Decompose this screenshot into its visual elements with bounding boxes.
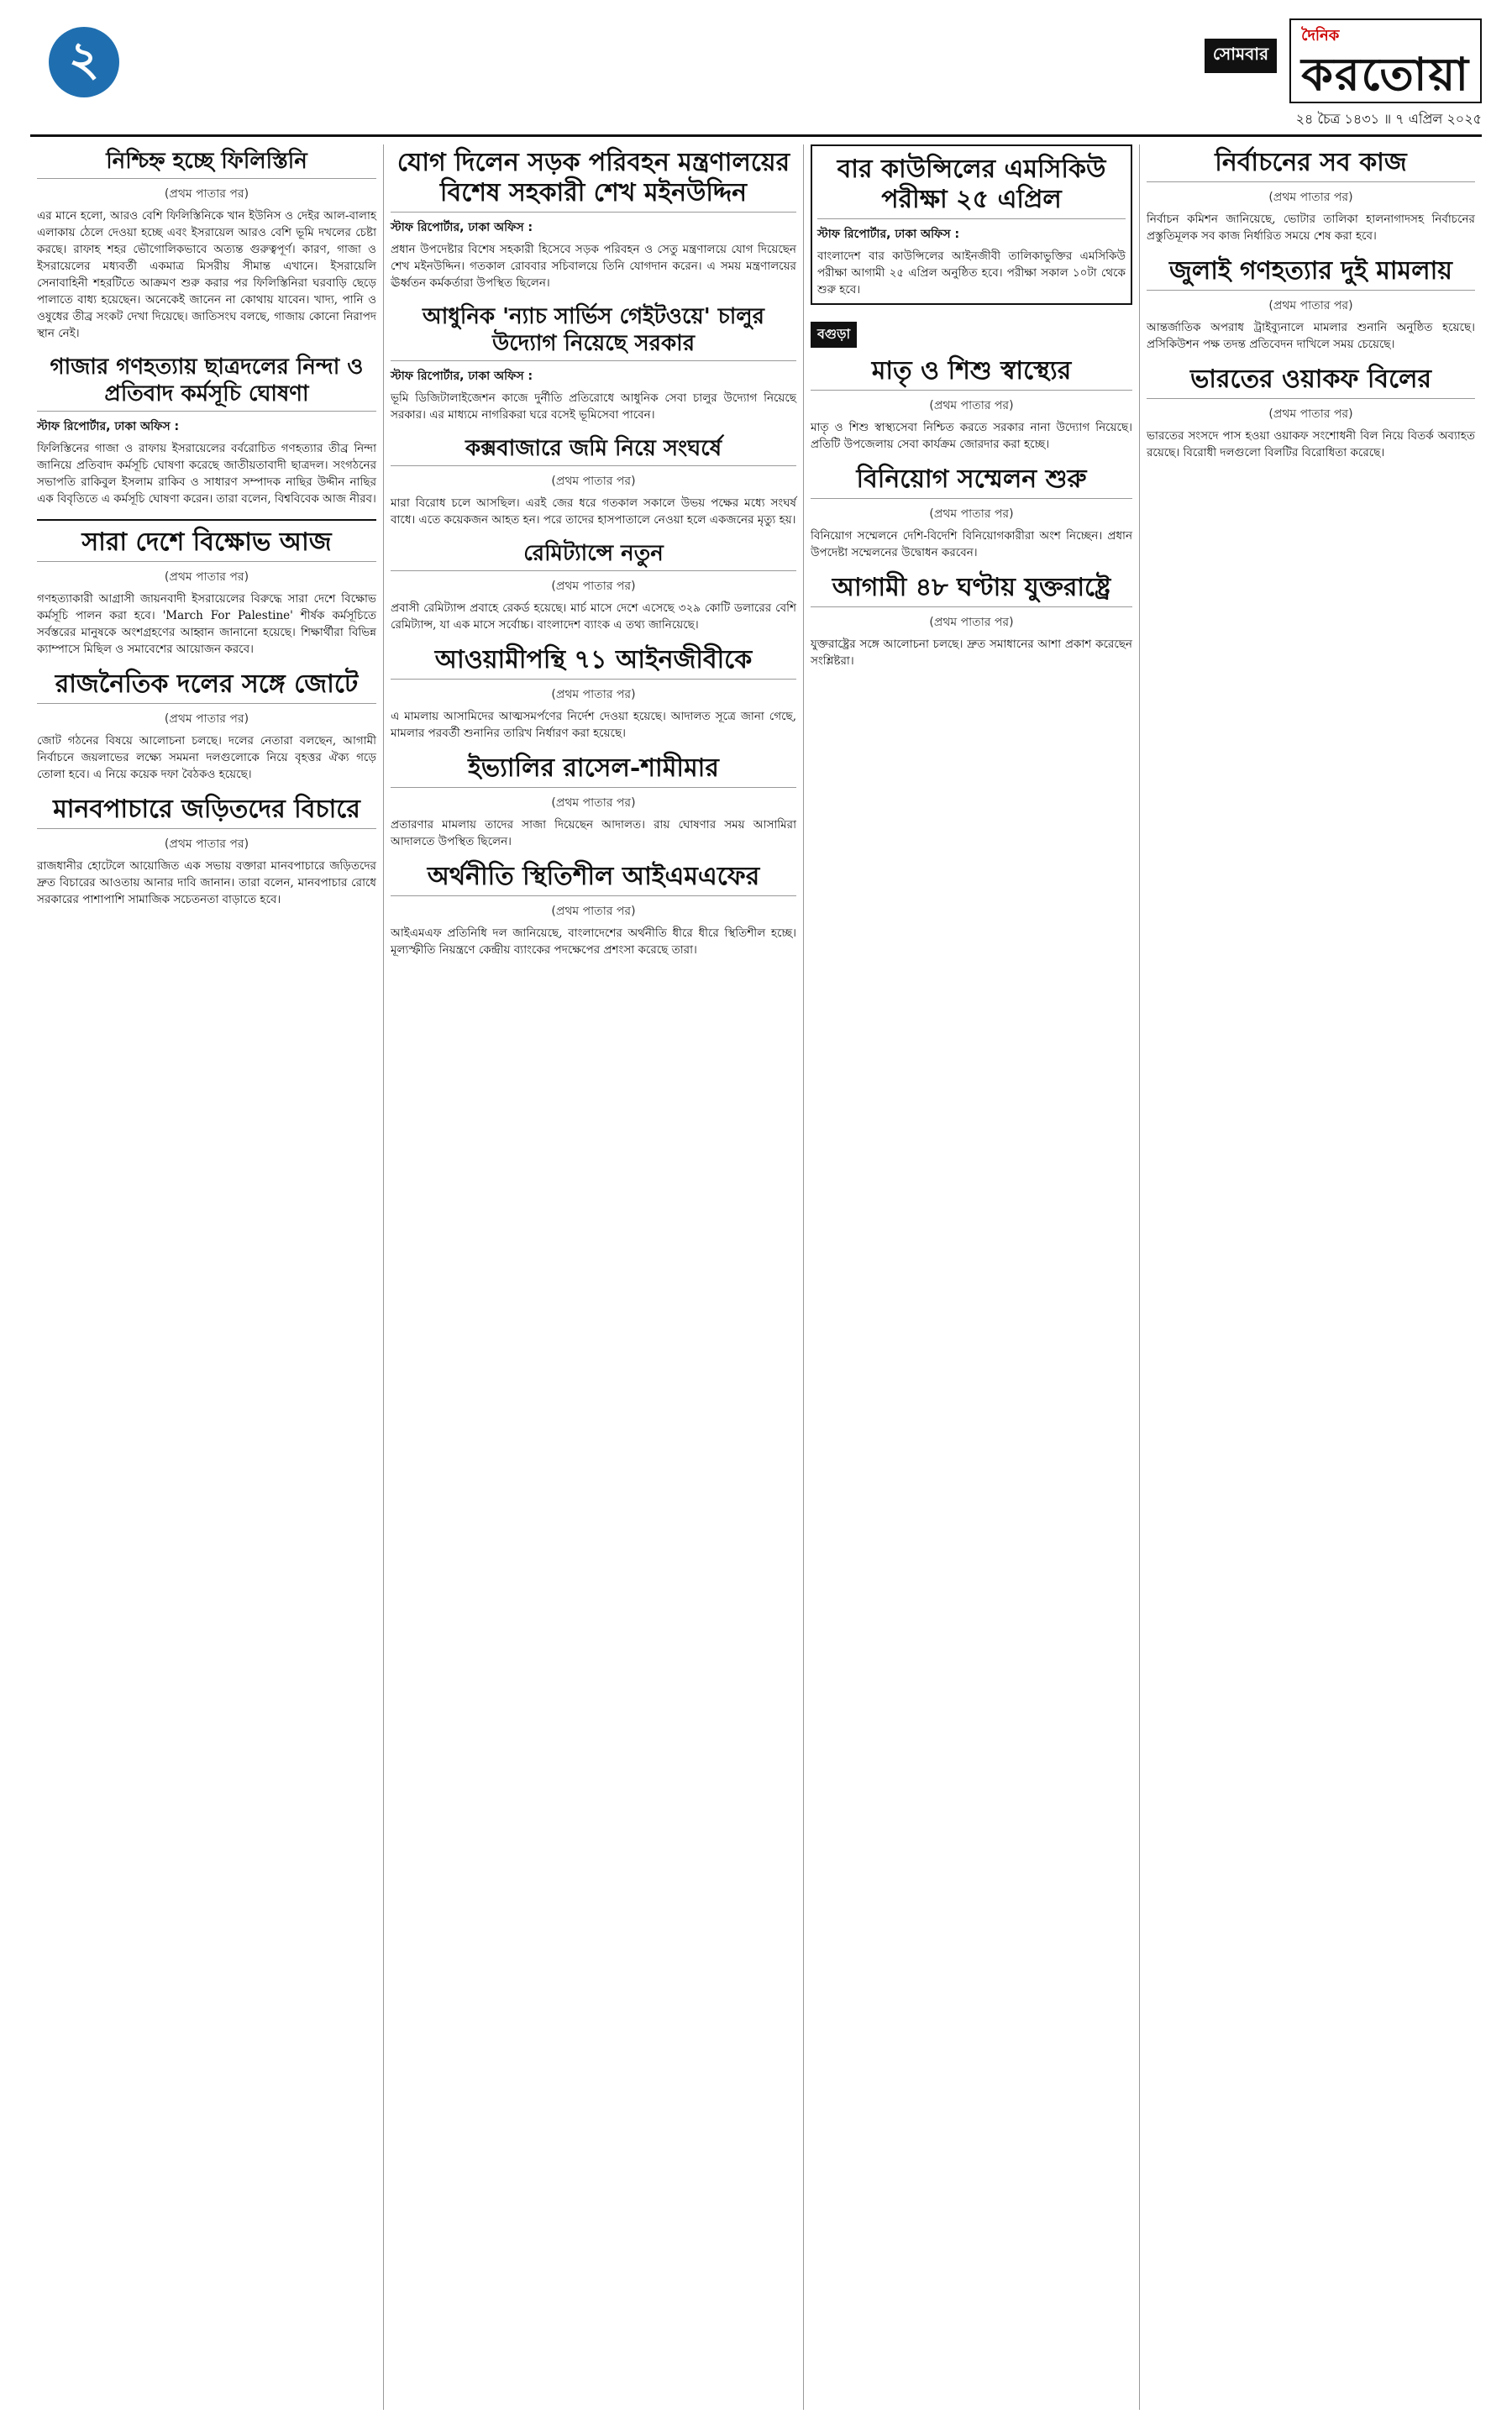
column-1 [30,144,383,2410]
masthead-right [1045,18,1482,131]
continued-label: (প্রথম পাতার পর) [1268,299,1353,312]
story-body: প্রতারণার মামলায় তাদের সাজা দিয়েছেন আদালত। রায় ঘোষণার সময় আসামিরা আদালতে উপস্থিত ছিলেন। [391,818,796,848]
headline: সারা দেশে বিক্ষোভ আজ [37,527,376,562]
story-coxsbazar [391,435,796,528]
story-body: এ মামলায় আসামিদের আত্মসমর্পণের নির্দেশ দেওয়া হয়েছে। আদালত সূত্রে জানা গেছে, মামলার পরবর্তী শুনানির তারিখ নির্ধারণ করা হয়েছে। [391,710,796,740]
headline: বিনিয়োগ সম্মেলন শুরু [811,464,1132,499]
headline: মানবপাচারে জড়িতদের বিচারে [37,795,376,829]
story-body: গণহত্যাকারী আগ্রাসী জায়নবাদী ইসরায়েলের বিরুদ্ধে সারা দেশে বিক্ষোভ কর্মসূচি পালন করা হবে। 'March For Palestine' শীর্ষক কর্মসূচিতে সর্বস্তরের মানুষকে অংশগ্রহণের আহ্বান জানানো হয়েছে। শিক্ষার্থীরা বিভিন্ন ক্যাম্পাসে মিছিল ও সমাবেশের আয়োজন করবে। [37,592,376,656]
story-election [1147,148,1475,244]
continued-label: (প্রথম পাতার পর) [551,796,636,810]
byline: স্টাফ রিপোর্টার, ঢাকা অফিস : [817,228,960,241]
story-body: ফিলিস্তিনের গাজা ও রাফায় ইসরায়েলের বর্বরোচিত গণহত্যার তীব্র নিন্দা জানিয়ে প্রতিবাদ কর্মসূচি ঘোষণা করেছে জাতীয়তাবাদী ছাত্রদল। সংগঠনের সভাপতি রাকিবুল ইসলাম রাকিব ও সাধারণ সম্পাদক নাছির উদ্দীন নাছির এক বিবৃতিতে এ কর্মসূচি ঘোষণা করেন। তারা বলেন, বিশ্ববিবেক আজ নীরব। [37,442,376,506]
headline: অর্থনীতি স্থিতিশীল আইএমএফের [391,862,796,896]
newspaper-logo [1289,18,1482,103]
story-remittance [391,540,796,633]
story-chhatradal [37,354,376,507]
headline: জুলাই গণহত্যার দুই মামলায় [1147,256,1475,291]
story-body: আইএমএফ প্রতিনিধি দল জানিয়েছে, বাংলাদেশের অর্থনীতি ধীরে ধীরে স্থিতিশীল হচ্ছে। মূল্যস্ফীতি নিয়ন্ত্রণে কেন্দ্রীয় ব্যাংকের পদক্ষেপের প্রশংসা করেছে তারা। [391,926,796,957]
story-body: রাজধানীর হোটেলে আয়োজিত এক সভায় বক্তারা মানবপাচারে জড়িতদের দ্রুত বিচারের আওতায় আনার দাবি জানান। তারা বলেন, মানবপাচার রোধে সরকারের পাশাপাশি সামাজিক সচেতনতা বাড়াতে হবে। [37,859,376,906]
story-july-cases [1147,256,1475,353]
story-philistine [37,148,376,342]
story-bar-council [811,144,1132,305]
story-evaly [391,753,796,850]
continued-label: (প্রথম পাতার পর) [1268,191,1353,204]
continued-label: (প্রথম পাতার পর) [551,580,636,593]
story-body: বাংলাদেশ বার কাউন্সিলের আইনজীবী তালিকাভুক্তির এমসিকিউ পরীক্ষা আগামী ২৫ এপ্রিল অনুষ্ঠিত হবে। পরীক্ষা সকাল ১০টা থেকে শুরু হবে। [817,249,1126,297]
continued-label: (প্রথম পাতার পর) [551,905,636,918]
story-body: প্রধান উপদেষ্টার বিশেষ সহকারী হিসেবে সড়ক পরিবহন ও সেতু মন্ত্রণালয়ে যোগ দিয়েছেন শেখ মইনউদ্দিন। গতকাল রোববার সচিবালয়ে তিনি যোগদান করেন। এ সময় মন্ত্রণালয়ের ঊর্ধ্বতন কর্মকর্তারা উপস্থিত ছিলেন। [391,243,796,290]
story-body: আন্তর্জাতিক অপরাধ ট্রাইব্যুনালে মামলার শুনানি অনুষ্ঠিত হয়েছে। প্রসিকিউশন পক্ষ তদন্ত প্রতিবেদন দাখিলে সময় চেয়েছে। [1147,321,1475,351]
masthead [30,8,1482,137]
headline: ভারতের ওয়াকফ বিলের [1147,365,1475,399]
continued-label: (প্রথম পাতার পর) [929,399,1014,412]
story-protest [37,527,376,658]
section-kicker: বগুড়া [811,322,857,348]
column-2 [383,144,803,2410]
story-body: মাতৃ ও শিশু স্বাস্থ্যসেবা নিশ্চিত করতে সরকার নানা উদ্যোগ নিয়েছে। প্রতিটি উপজেলায় সেবা কার্যক্রম জোরদার করা হচ্ছে। [811,421,1132,451]
headline: যোগ দিলেন সড়ক পরিবহন মন্ত্রণালয়ের বিশেষ সহকারী শেখ মইনউদ্দিন [391,148,796,213]
headline: রাজনৈতিক দলের সঙ্গে জোটে [37,669,376,704]
headline: আধুনিক 'ন্যাচ সার্ভিস গেইটওয়ে' চালুর উদ্যোগ নিয়েছে সরকার [391,303,796,361]
continued-label: (প্রথম পাতার পর) [929,616,1014,629]
byline: স্টাফ রিপোর্টার, ঢাকা অফিস : [391,370,533,383]
story-body: ভারতের সংসদে পাস হওয়া ওয়াকফ সংশোধনী বিল নিয়ে বিতর্ক অব্যাহত রয়েছে। বিরোধী দলগুলো বিলটির বিরোধিতা করেছে। [1147,429,1475,459]
headline: রেমিট্যান্সে নতুন [391,540,796,571]
story-waqf [1147,365,1475,461]
issue-date: ২৪ চৈত্র ১৪৩১ ॥ ৭ এপ্রিল ২০২৫ [1295,111,1482,127]
headline: ইভ্যালির রাসেল-শামীমার [391,753,796,788]
headline: বার কাউন্সিলের এমসিকিউ পরীক্ষা ২৫ এপ্রিল [817,155,1126,219]
story-body: বিনিয়োগ সম্মেলনে দেশি-বিদেশি বিনিয়োগকারীরা অংশ নিচ্ছেন। প্রধান উপদেষ্টা সম্মেলনের উদ্বোধন করবেন। [811,529,1132,559]
divider [37,519,376,521]
story-body: নির্বাচন কমিশন জানিয়েছে, ভোটার তালিকা হালনাগাদসহ নির্বাচনের প্রস্তুতিমূলক সব কাজ নির্ধারিত সময়ে শেষ করা হবে। [1147,213,1475,243]
story-maternal-health [811,356,1132,453]
headline: আগামী ৪৮ ঘণ্টায় যুক্তরাষ্ট্রে [811,573,1132,607]
continued-label: (প্রথম পাতার পর) [164,570,249,584]
story-gateway [391,303,796,423]
headline: গাজার গণহত্যায় ছাত্রদলের নিন্দা ও প্রতিবাদ কর্মসূচি ঘোষণা [37,354,376,412]
byline: স্টাফ রিপোর্টার, ঢাকা অফিস : [391,221,533,234]
story-body: মারা বিরোধ চলে আসছিল। এরই জের ধরে গতকাল সকালে উভয় পক্ষের মধ্যে সংঘর্ষ বাধে। এতে কয়েকজন আহত হন। পরে তাদের হাসপাতালে নেওয়া হলে একজনের মৃত্যু হয়। [391,496,796,527]
column-4 [1139,144,1482,2410]
story-imf [391,862,796,958]
story-body: যুক্তরাষ্ট্রের সঙ্গে আলোচনা চলছে। দ্রুত সমাধানের আশা প্রকাশ করেছেন সংশ্লিষ্টরা। [811,638,1132,668]
story-alliance [37,669,376,783]
story-moinuddin [391,148,796,291]
story-body: এর মানে হলো, আরও বেশি ফিলিস্তিনিকে খান ইউনিস ও দেইর আল-বালাহ এলাকায় ঠেলে দেওয়া হচ্ছে এবং ইসরায়েল আরও বেশি ভূমি দখলের চেষ্টা করছে। রাফাহ শহর ভৌগোলিকভাবে অত্যন্ত গুরুত্বপূর্ণ। কারণ, গাজা ও ইসরায়েলের মধ্যবর্তী একমাত্র মিসরীয় সীমান্ত এখানে। ইসরায়েলি সেনাবাহিনী শহরটিতে আক্রমণ শুরু করার পর ফিলিস্তিনিরা ঘরবাড়ি ছেড়ে পালাতে বাধ্য হয়েছেন। অনেকেই জানেন না কোথায় যাবেন। খাদ্য, পানি ও ওষুধের তীব্র সংকট দেখা দিয়েছে। জাতিসংঘ বলছে, গাজায় কোনো নিরাপদ স্থান নেই। [37,209,376,340]
columns [30,144,1482,2410]
story-body: জোট গঠনের বিষয়ে আলোচনা চলছে। দলের নেতারা বলছেন, আগামী নির্বাচনে জয়লাভের লক্ষ্যে সমমনা দলগুলোকে নিয়ে বৃহত্তর ঐক্য গড়ে তোলা হবে। এ নিয়ে কয়েক দফা বৈঠকও হয়েছে। [37,734,376,781]
logo-main-text: করতোয়া [1301,47,1470,101]
story-usa [811,573,1132,669]
story-body: ভূমি ডিজিটালাইজেশন কাজে দুর্নীতি প্রতিরোধে আধুনিক সেবা চালুর উদ্যোগ নিয়েছে সরকার। এর মাধ্যমে নাগরিকরা ঘরে বসেই ভূমিসেবা পাবেন। [391,391,796,422]
story-investment [811,464,1132,561]
byline: স্টাফ রিপোর্টার, ঢাকা অফিস : [37,420,180,433]
continued-label: (প্রথম পাতার পর) [164,837,249,851]
story-trafficking [37,795,376,908]
continued-label: (প্রথম পাতার পর) [164,187,249,201]
day-label: সোমবার [1205,39,1277,73]
continued-label: (প্রথম পাতার পর) [164,712,249,726]
continued-label: (প্রথম পাতার পর) [1268,407,1353,421]
page-number-badge: ২ [49,27,119,97]
headline: কক্সবাজারে জমি নিয়ে সংঘর্ষে [391,435,796,466]
headline: আওয়ামীপন্থি ৭১ আইনজীবীকে [391,645,796,680]
continued-label: (প্রথম পাতার পর) [929,507,1014,521]
headline: মাতৃ ও শিশু স্বাস্থ্যের [811,356,1132,391]
logo-top-text: দৈনিক [1301,27,1340,45]
headline: নির্বাচনের সব কাজ [1147,148,1475,182]
column-3 [803,144,1139,2410]
continued-label: (প্রথম পাতার পর) [551,688,636,701]
continued-label: (প্রথম পাতার পর) [551,475,636,488]
headline: নিশ্চিহ্ন হচ্ছে ফিলিস্তিনি [37,148,376,179]
story-lawyers [391,645,796,742]
story-body: প্রবাসী রেমিট্যান্স প্রবাহে রেকর্ড হয়েছে। মার্চ মাসে দেশে এসেছে ৩২৯ কোটি ডলারের বেশি রেমিট্যান্স, যা এক মাসে সর্বোচ্চ। বাংলাদেশ ব্যাংক এ তথ্য জানিয়েছে। [391,601,796,632]
